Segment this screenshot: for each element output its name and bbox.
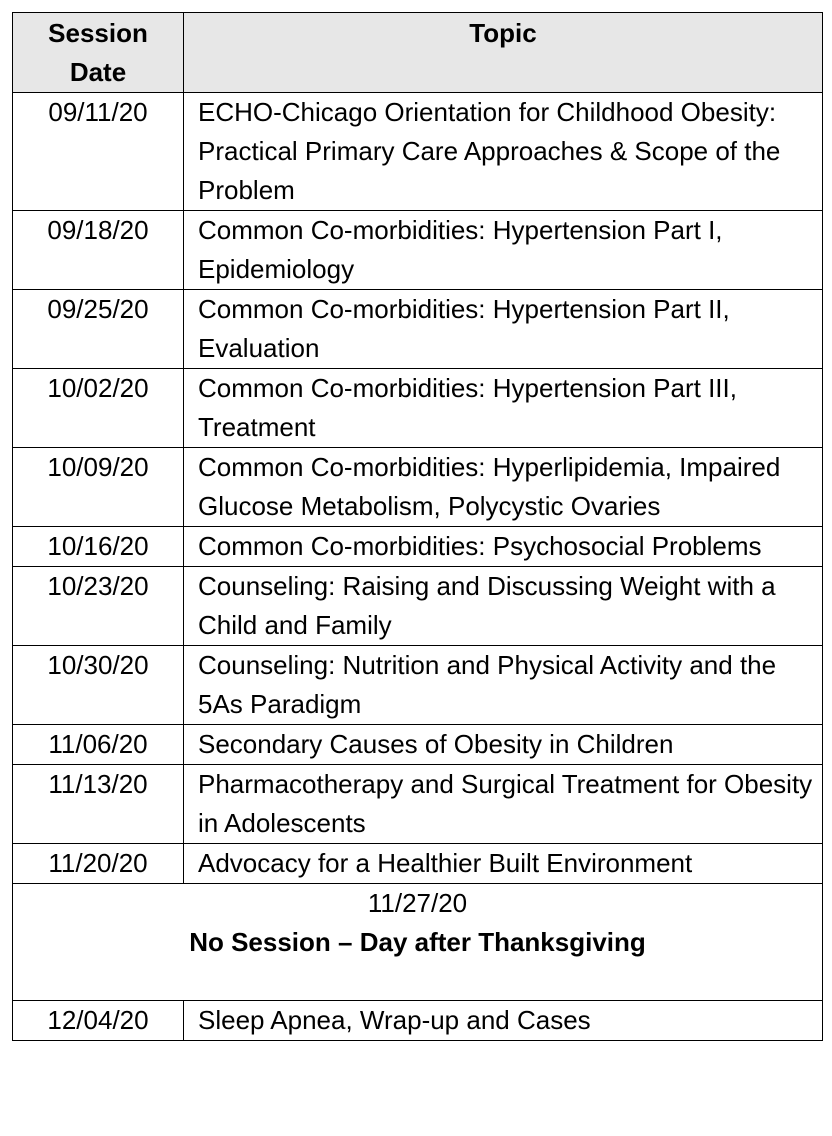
table-row <box>13 1001 823 1041</box>
session-date-header <box>13 13 184 93</box>
session-date-header-line1: Session <box>48 18 148 48</box>
session-topic: Counseling: Raising and Discussing Weight with a Child and Family <box>184 567 823 646</box>
table-row <box>13 725 823 765</box>
session-topic: Common Co-morbidities: Hypertension Part III, Treatment <box>184 369 823 448</box>
session-date: 09/11/20 <box>13 93 184 211</box>
session-topic: Common Co-morbidities: Hyperlipidemia, Impaired Glucose Metabolism, Polycystic Ovaries <box>184 448 823 527</box>
session-date-header-line2: Date <box>69 57 127 87</box>
session-topic: Counseling: Nutrition and Physical Activity and the 5As Paradigm <box>184 646 823 725</box>
session-schedule-table <box>12 12 823 1041</box>
session-topic: Advocacy for a Healthier Built Environment <box>184 844 823 884</box>
session-date: 11/06/20 <box>13 725 184 765</box>
session-date: 10/16/20 <box>13 527 184 567</box>
session-topic: Pharmacotherapy and Surgical Treatment for Obesity in Adolescents <box>184 765 823 844</box>
session-date: 11/13/20 <box>13 765 184 844</box>
table-header <box>13 13 823 93</box>
topic-header: Topic <box>184 13 823 93</box>
table-row <box>13 369 823 448</box>
session-topic: Common Co-morbidities: Psychosocial Problems <box>184 527 823 567</box>
session-topic: Sleep Apnea, Wrap-up and Cases <box>184 1001 823 1041</box>
session-date: 12/04/20 <box>13 1001 184 1041</box>
session-topic: Secondary Causes of Obesity in Children <box>184 725 823 765</box>
session-topic: Common Co-morbidities: Hypertension Part I, Epidemiology <box>184 211 823 290</box>
no-session-row <box>13 884 823 1001</box>
table-row <box>13 646 823 725</box>
session-date: 09/25/20 <box>13 290 184 369</box>
no-session-note: No Session – Day after Thanksgiving <box>189 927 646 957</box>
table-row <box>13 567 823 646</box>
no-session-date: 11/27/20 <box>367 888 468 918</box>
session-topic: Common Co-morbidities: Hypertension Part II, Evaluation <box>184 290 823 369</box>
session-date: 10/02/20 <box>13 369 184 448</box>
session-date: 09/18/20 <box>13 211 184 290</box>
session-date: 10/09/20 <box>13 448 184 527</box>
table-row <box>13 527 823 567</box>
session-date: 10/30/20 <box>13 646 184 725</box>
table-row <box>13 93 823 211</box>
table-row <box>13 448 823 527</box>
table-row <box>13 844 823 884</box>
no-session-cell <box>13 884 823 1001</box>
session-date: 11/20/20 <box>13 844 184 884</box>
table-row <box>13 290 823 369</box>
table-body <box>13 93 823 1041</box>
header-row <box>13 13 823 93</box>
session-date: 10/23/20 <box>13 567 184 646</box>
table-row <box>13 211 823 290</box>
session-topic: ECHO-Chicago Orientation for Childhood Obesity: Practical Primary Care Approaches & Scope of the Problem <box>184 93 823 211</box>
table-row <box>13 765 823 844</box>
